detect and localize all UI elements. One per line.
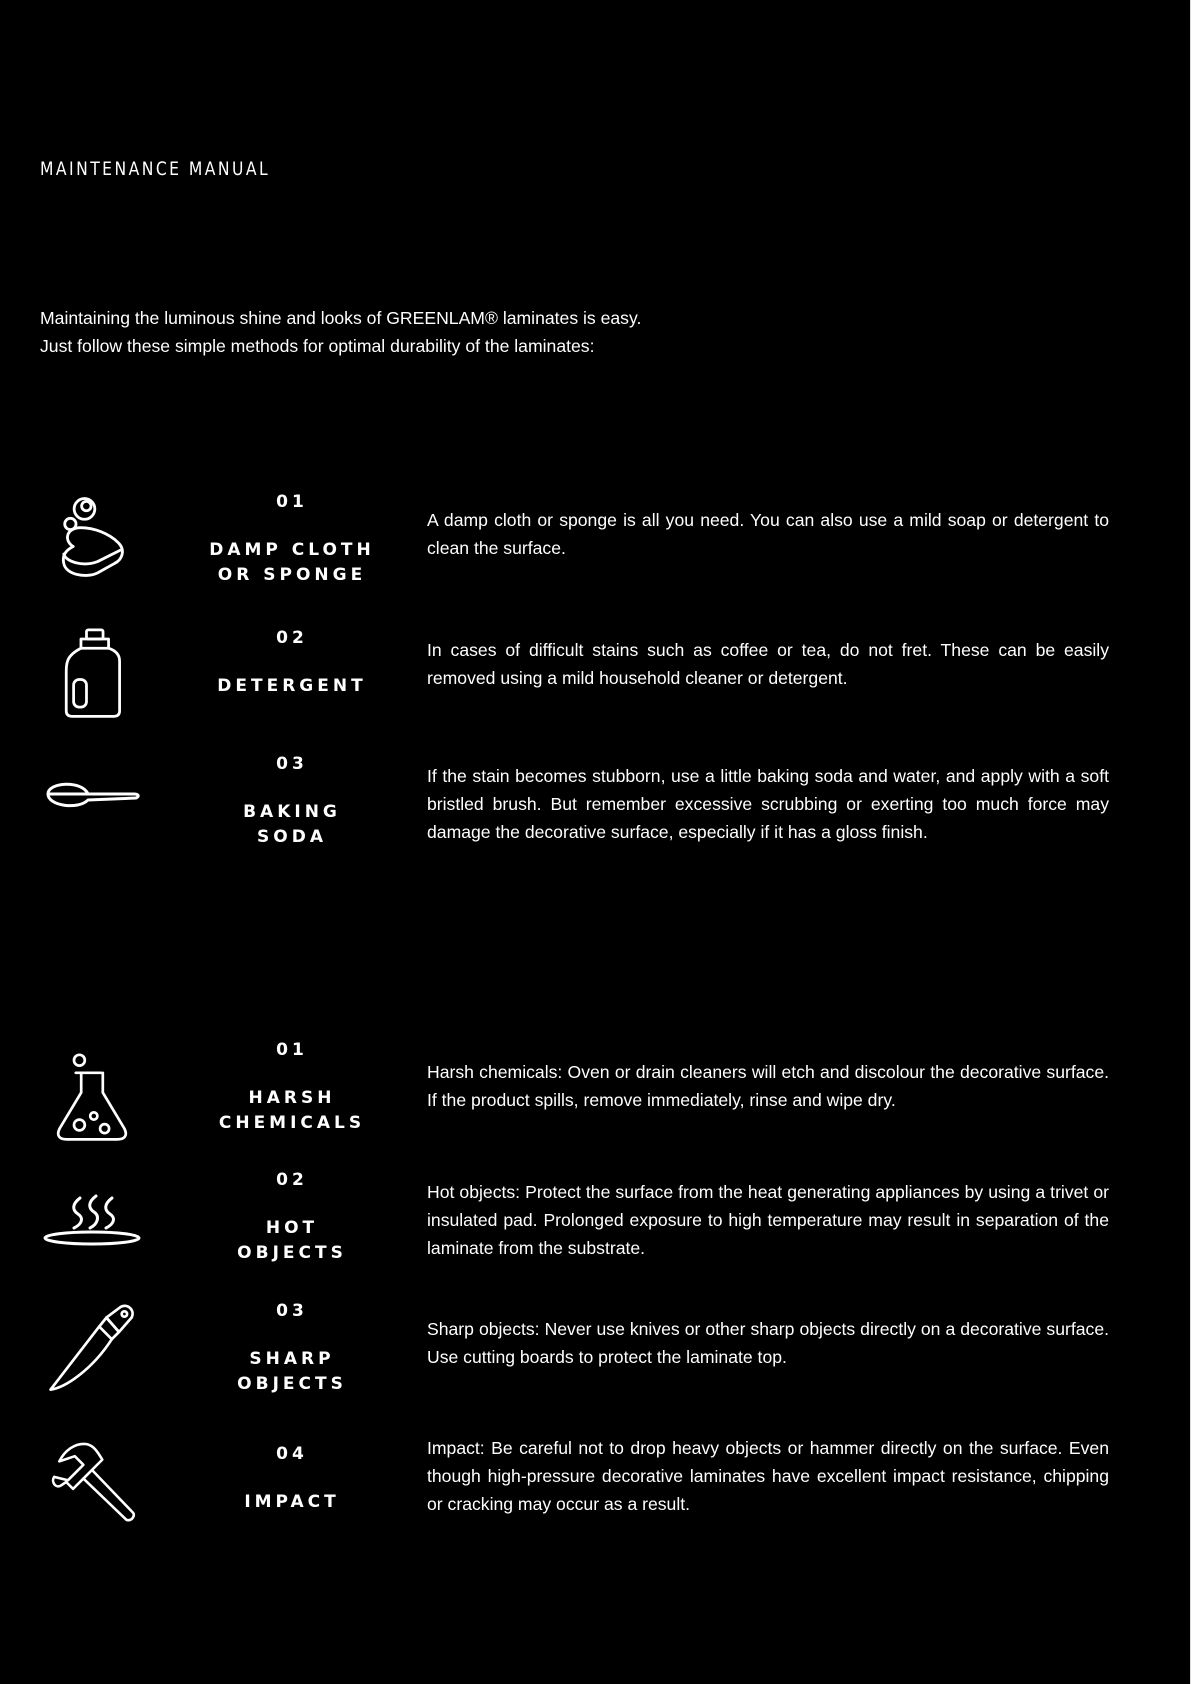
measuring-spoon-icon <box>42 774 142 814</box>
hazard-label <box>192 1301 392 1397</box>
method-number: 03 <box>276 754 308 774</box>
page-title: MAINTENANCE MANUAL <box>40 158 271 180</box>
hazard-number: 01 <box>276 1040 308 1060</box>
method-label <box>192 754 392 850</box>
hazard-number: 02 <box>276 1170 308 1190</box>
intro-line-1: Maintaining the luminous shine and looks of GREENLAM® laminates is easy. <box>40 308 642 328</box>
hazard-description: Hot objects: Protect the surface from the heat generating appliances by using a trivet or insulated pad. Prolonged exposure to high temperature may result in separation of the laminate from the substrate. <box>427 1182 1109 1258</box>
method-number: 02 <box>276 628 308 648</box>
hazard-name: HOT OBJECTS <box>237 1218 347 1263</box>
intro-text <box>40 304 641 360</box>
hazard-name: SHARP OBJECTS <box>237 1349 347 1394</box>
method-name: BAKING SODA <box>243 802 341 847</box>
hammer-icon <box>42 1439 142 1525</box>
hazard-name: HARSH CHEMICALS <box>218 1088 366 1133</box>
method-description: A damp cloth or sponge is all you need. You can also use a mild soap or detergent to clean the surface. <box>427 510 1109 558</box>
hazard-number: 04 <box>276 1444 308 1464</box>
method-number: 01 <box>276 492 308 512</box>
hazard-number: 03 <box>276 1301 308 1321</box>
hazard-name: IMPACT <box>244 1492 340 1512</box>
intro-line-2: Just follow these simple methods for optimal durability of the laminates: <box>40 336 595 356</box>
sponge-icon <box>42 492 142 586</box>
hazard-description: Impact: Be careful not to drop heavy objects or hammer directly on the surface. Even though high-pressure decorative laminates have excellent impact resistance, chipping or cracking may occur as a result. <box>427 1438 1109 1514</box>
hot-plate-icon <box>42 1190 142 1250</box>
hazard-label <box>192 1040 392 1136</box>
hazard-description: Sharp objects: Never use knives or other sharp objects directly on a decorative surface. Use cutting boards to protect the laminate top. <box>427 1319 1109 1367</box>
method-name: DETERGENT <box>217 676 367 696</box>
hazard-label <box>192 1444 392 1515</box>
method-label <box>192 628 392 699</box>
hazard-description: Harsh chemicals: Oven or drain cleaners will etch and discolour the decorative surface. If the product spills, remove immediately, rinse and wipe dry. <box>427 1062 1109 1110</box>
hazard-label <box>192 1170 392 1266</box>
method-description: In cases of difficult stains such as coffee or tea, do not fret. These can be easily removed using a mild household cleaner or detergent. <box>427 640 1109 688</box>
chemical-flask-icon <box>42 1053 142 1143</box>
knife-icon <box>42 1305 142 1395</box>
detergent-bottle-icon <box>42 628 142 720</box>
method-description: If the stain becomes stubborn, use a little baking soda and water, and apply with a soft bristled brush. But remember excessive scrubbing or exerting too much force may damage the decorative surface, especially if it has a gloss finish. <box>427 766 1109 842</box>
method-label <box>192 492 392 588</box>
method-name: DAMP CLOTH OR SPONGE <box>209 540 375 585</box>
